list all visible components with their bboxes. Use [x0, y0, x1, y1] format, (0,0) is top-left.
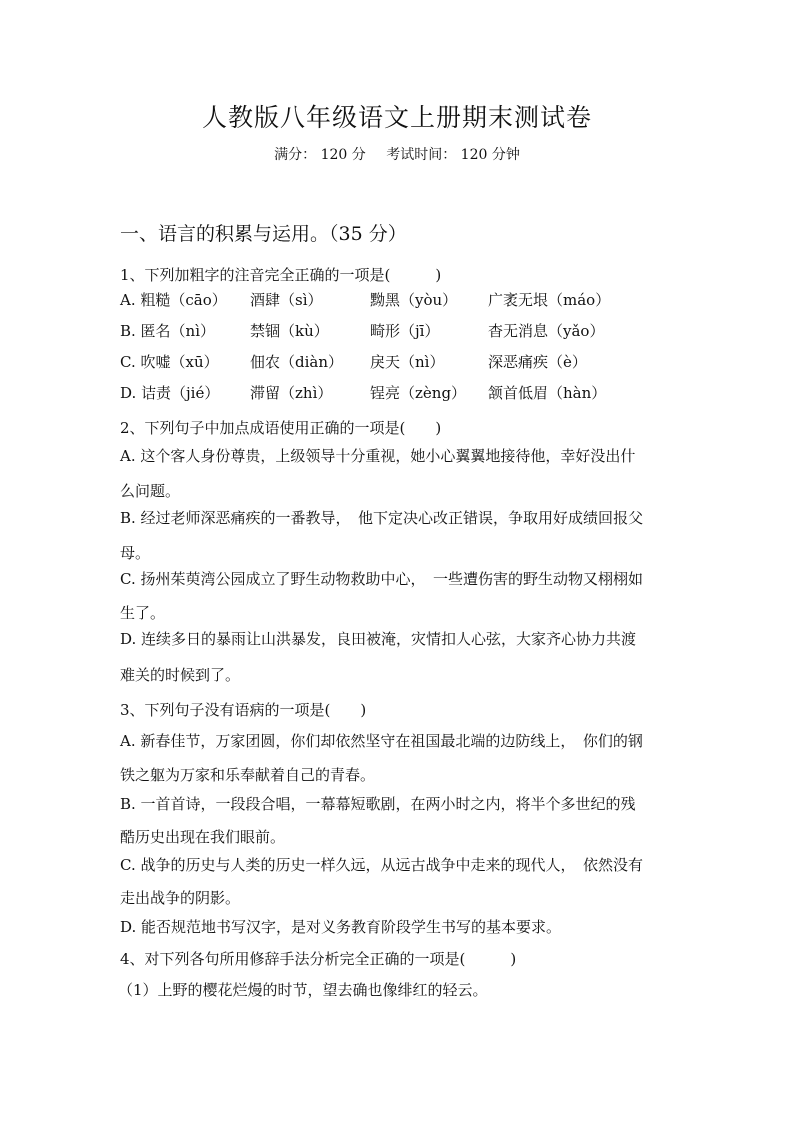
q2-line: 母。: [120, 544, 151, 562]
q3-line: A. 新春佳节，万家团圆，你们却依然坚守在祖国最北端的边防线上， 你们的钢: [120, 732, 643, 750]
exam-time: 考试时间： 120 分钟: [386, 147, 520, 163]
q3-line: 走出战争的阴影。: [120, 889, 241, 907]
q3-line: C. 战争的历史与人类的历史一样久远，从远古战争中走来的现代人， 依然没有: [120, 856, 643, 874]
q2-line: D. 连续多日的暴雨让山洪暴发，良田被淹，灾情扣人心弦，大家齐心协力共渡: [120, 630, 637, 648]
q2-line: 生了。: [120, 604, 166, 622]
full-score: 满分： 120 分: [274, 147, 366, 163]
question-4-stem: 4、对下列各句所用修辞手法分析完全正确的一项是( ): [120, 950, 517, 968]
q1-c-word-1: C. 吹嘘（xū）: [120, 353, 219, 371]
q1-a-word-3: 黝黑（yòu）: [370, 291, 458, 309]
q1-a-word-2: 酒肆（sì）: [250, 291, 323, 309]
q2-line: C. 扬州茱萸湾公园成立了野生动物救助中心， 一些遭伤害的野生动物又栩栩如: [120, 570, 643, 588]
question-3-stem: 3、下列句子没有语病的一项是( ): [120, 701, 367, 719]
q1-c-word-3: 戾天（nì）: [370, 353, 445, 371]
q1-d-word-1: D. 诘责（jié）: [120, 384, 220, 402]
q3-line: 铁之躯为万家和乐奉献着自己的青春。: [120, 766, 376, 784]
q2-line: 么问题。: [120, 482, 181, 500]
page-title: 人教版八年级语文上册期末测试卷: [201, 103, 592, 132]
q3-line: B. 一首首诗，一段段合唱，一幕幕短歌剧，在两小时之内，将半个多世纪的残: [120, 795, 636, 813]
q1-d-word-4: 颔首低眉（hàn）: [488, 384, 607, 402]
q1-b-word-3: 畸形（jī）: [370, 322, 440, 340]
q2-line: A. 这个客人身份尊贵，上级领导十分重视，她小心翼翼地接待他，幸好没出什: [120, 447, 636, 465]
section-heading: 一、语言的积累与运用。（35 分）: [120, 223, 407, 245]
exam-meta: [0, 144, 794, 164]
q1-d-word-2: 滞留（zhì）: [250, 384, 333, 402]
q3-line: D. 能否规范地书写汉字，是对义务教育阶段学生书写的基本要求。: [120, 918, 562, 936]
q2-line: 难关的时候到了。: [120, 666, 241, 684]
q1-c-word-2: 佃农（diàn）: [250, 353, 344, 371]
question-2-stem: 2、下列句子中加点成语使用正确的一项是( ): [120, 419, 442, 437]
q1-b-word-4: 杳无消息（yǎo）: [488, 322, 605, 340]
q1-a-word-4: 广袤无垠（máo）: [488, 291, 611, 309]
q4-line: （1）上野的樱花烂熳的时节，望去确也像绯红的轻云。: [118, 981, 488, 999]
q1-b-word-2: 禁锢（kù）: [250, 322, 329, 340]
q1-c-word-4: 深恶痛疾（è）: [488, 353, 587, 371]
q1-b-word-1: B. 匿名（nì）: [120, 322, 216, 340]
q1-a-word-1: A. 粗糙（cāo）: [120, 291, 227, 309]
q3-line: 酷历史出现在我们眼前。: [120, 828, 286, 846]
q1-d-word-3: 锃亮（zèng）: [370, 384, 467, 402]
q2-line: B. 经过老师深恶痛疾的一番教导， 他下定决心改正错误，争取用好成绩回报父: [120, 509, 644, 527]
question-1-stem: 1、下列加粗字的注音完全正确的一项是( ): [120, 266, 442, 284]
